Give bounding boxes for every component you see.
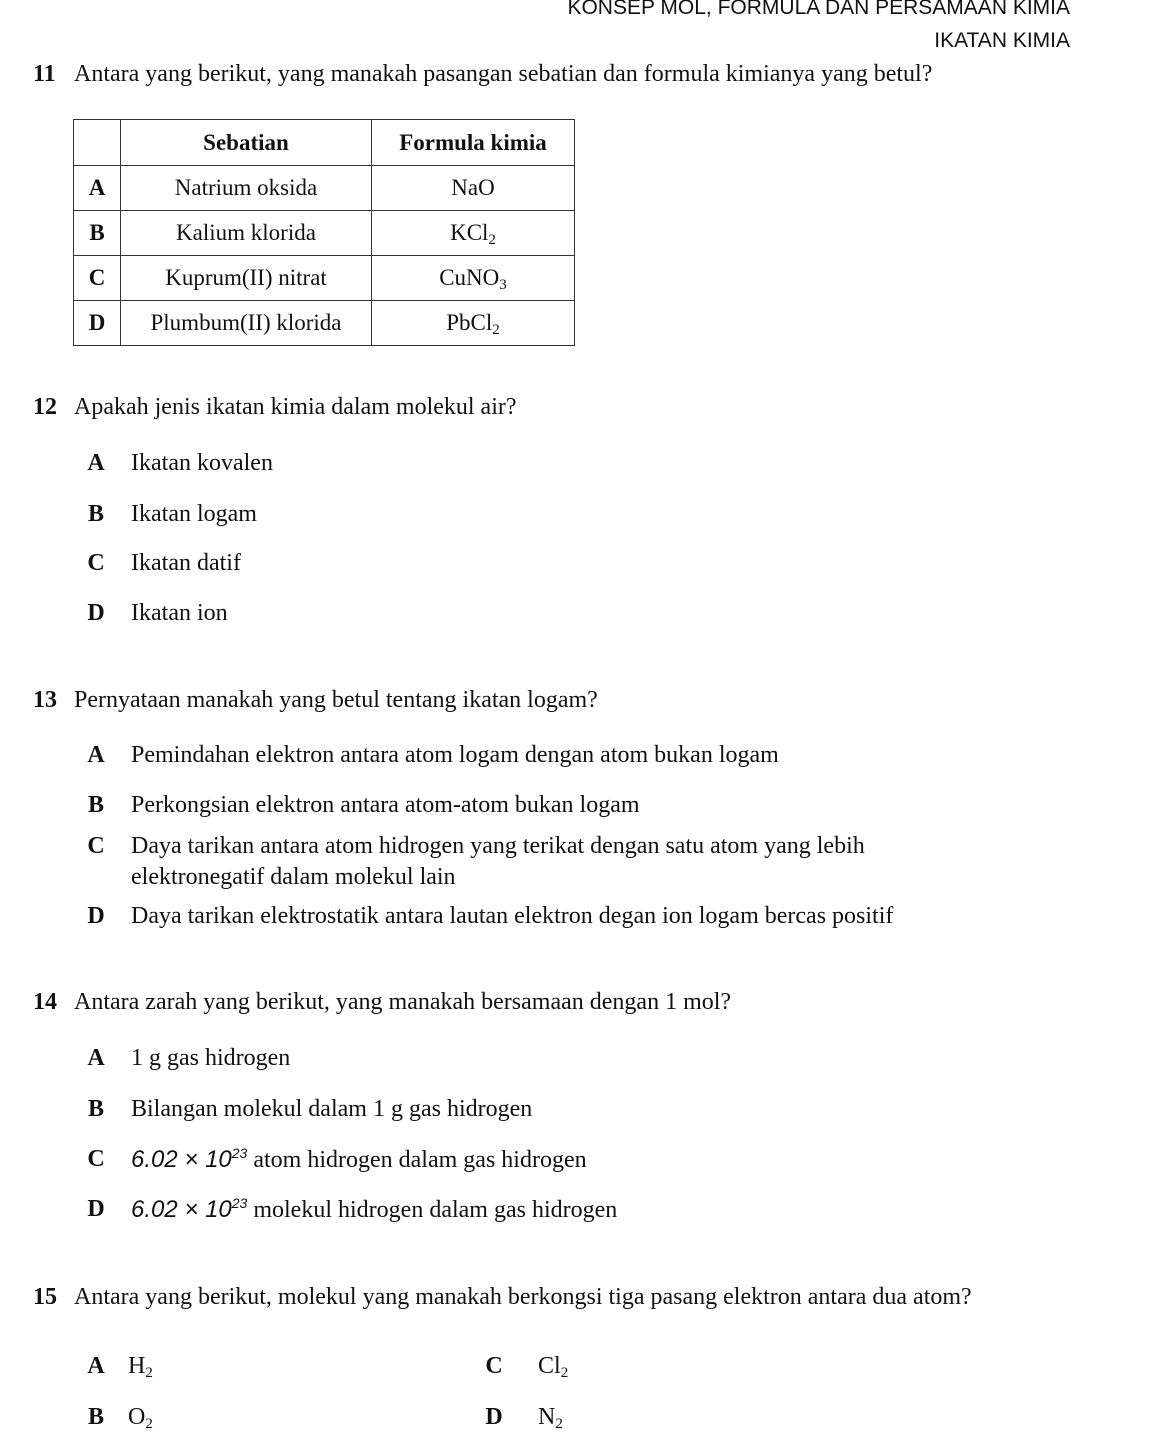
option-text[interactable]: Daya tarikan elektrostatik antara lautan elektron degan ion logam bercas positif — [131, 903, 894, 929]
option-letter: B — [87, 1404, 104, 1430]
option-text[interactable]: Daya tarikan antara atom hidrogen yang terikat dengan satu atom yang lebih — [131, 833, 865, 859]
question-number: 13 — [33, 687, 57, 713]
option-letter: D — [485, 1404, 503, 1430]
option-text[interactable] — [131, 1196, 617, 1224]
option-formula[interactable] — [538, 1353, 568, 1380]
table-row — [74, 256, 575, 301]
header-subtitle: IKATAN KIMIA — [934, 29, 1070, 52]
chemical-formula — [372, 301, 575, 346]
formula-base: N — [538, 1404, 556, 1430]
option-letter: A — [87, 1353, 105, 1379]
option-text-tail: atom hidrogen dalam gas hidrogen — [247, 1147, 587, 1173]
option-formula[interactable] — [128, 1404, 153, 1431]
formula-base: Cl — [538, 1353, 561, 1379]
avogadro-number — [131, 1146, 247, 1173]
option-text[interactable]: 1 g gas hidrogen — [131, 1045, 291, 1071]
option-letter: A — [74, 166, 121, 211]
table-header-cell: Sebatian — [121, 120, 372, 166]
option-letter: D — [87, 600, 105, 626]
number-exponent: 23 — [231, 1195, 248, 1211]
formula-subscript: 2 — [145, 1365, 153, 1381]
option-letter: C — [87, 1146, 105, 1172]
option-text[interactable] — [131, 1146, 587, 1174]
question-number: 14 — [33, 989, 57, 1015]
option-letter: C — [74, 256, 121, 301]
chemical-formula — [372, 256, 575, 301]
formula-base: KCl — [450, 220, 489, 245]
formula-subscript: 2 — [145, 1416, 153, 1432]
option-text-tail: molekul hidrogen dalam gas hidrogen — [247, 1197, 618, 1223]
formula-subscript: 2 — [555, 1416, 563, 1432]
option-letter: B — [87, 1096, 104, 1122]
formula-base: NaO — [451, 175, 495, 200]
avogadro-number — [131, 1196, 247, 1223]
chemical-formula — [372, 166, 575, 211]
formula-base: H — [128, 1353, 146, 1379]
question-number: 15 — [33, 1284, 57, 1310]
table-row — [74, 211, 575, 256]
option-formula[interactable] — [128, 1353, 153, 1380]
compound-name: Kalium klorida — [121, 211, 372, 256]
compound-name: Natrium oksida — [121, 166, 372, 211]
option-text[interactable]: Perkongsian elektron antara atom-atom bukan logam — [131, 792, 640, 818]
formula-base: CuNO — [439, 265, 500, 290]
compound-name: Kuprum(II) nitrat — [121, 256, 372, 301]
formula-subscript: 3 — [499, 277, 507, 293]
question-number: 12 — [33, 394, 57, 420]
option-letter: B — [74, 211, 121, 256]
option-letter: B — [87, 792, 104, 818]
option-letter: C — [485, 1353, 503, 1379]
option-letter: C — [87, 833, 105, 859]
table-row — [74, 166, 575, 211]
option-text[interactable]: Ikatan kovalen — [131, 450, 273, 476]
formula-subscript: 2 — [560, 1365, 569, 1381]
question-text: Pernyataan manakah yang betul tentang ikatan logam? — [74, 687, 598, 713]
option-letter: D — [74, 301, 121, 346]
option-letter: A — [87, 1045, 105, 1071]
formula-base: O — [128, 1404, 146, 1430]
compound-name: Plumbum(II) klorida — [121, 301, 372, 346]
header-title: KONSEP MOL, FORMULA DAN PERSAMAAN KIMIA — [567, 0, 1070, 19]
option-letter: A — [87, 742, 105, 768]
option-text[interactable]: Ikatan ion — [131, 600, 228, 626]
table-header-cell — [74, 120, 121, 166]
table-header-row — [74, 120, 575, 166]
number-mantissa: 6.02 × 10 — [131, 1146, 232, 1173]
number-mantissa: 6.02 × 10 — [131, 1196, 232, 1223]
question-number: 11 — [33, 61, 56, 87]
table-row — [74, 301, 575, 346]
question-text: Apakah jenis ikatan kimia dalam molekul air? — [74, 394, 517, 420]
option-formula[interactable] — [538, 1404, 563, 1431]
option-letter: C — [87, 550, 105, 576]
formula-subscript: 2 — [492, 322, 500, 338]
option-letter: B — [87, 501, 104, 527]
option-text[interactable]: Pemindahan elektron antara atom logam dengan atom bukan logam — [131, 742, 779, 768]
formula-base: PbCl — [446, 310, 493, 335]
number-exponent: 23 — [231, 1145, 248, 1161]
option-text[interactable]: Ikatan logam — [131, 501, 257, 527]
option-letter: D — [87, 1196, 105, 1222]
formula-subscript: 2 — [488, 232, 496, 248]
question-text: Antara zarah yang berikut, yang manakah bersamaan dengan 1 mol? — [74, 989, 732, 1015]
question-text: Antara yang berikut, yang manakah pasangan sebatian dan formula kimianya yang betul? — [74, 61, 933, 87]
option-text-continued[interactable]: elektronegatif dalam molekul lain — [131, 864, 456, 890]
option-letter: A — [87, 450, 105, 476]
option-letter: D — [87, 903, 105, 929]
chemical-formula — [372, 211, 575, 256]
option-text[interactable]: Ikatan datif — [131, 550, 241, 576]
option-text[interactable]: Bilangan molekul dalam 1 g gas hidrogen — [131, 1096, 533, 1122]
table-header-cell: Formula kimia — [372, 120, 575, 166]
compound-formula-table — [73, 119, 575, 346]
question-text: Antara yang berikut, molekul yang manakah berkongsi tiga pasang elektron antara dua atom? — [74, 1284, 972, 1310]
